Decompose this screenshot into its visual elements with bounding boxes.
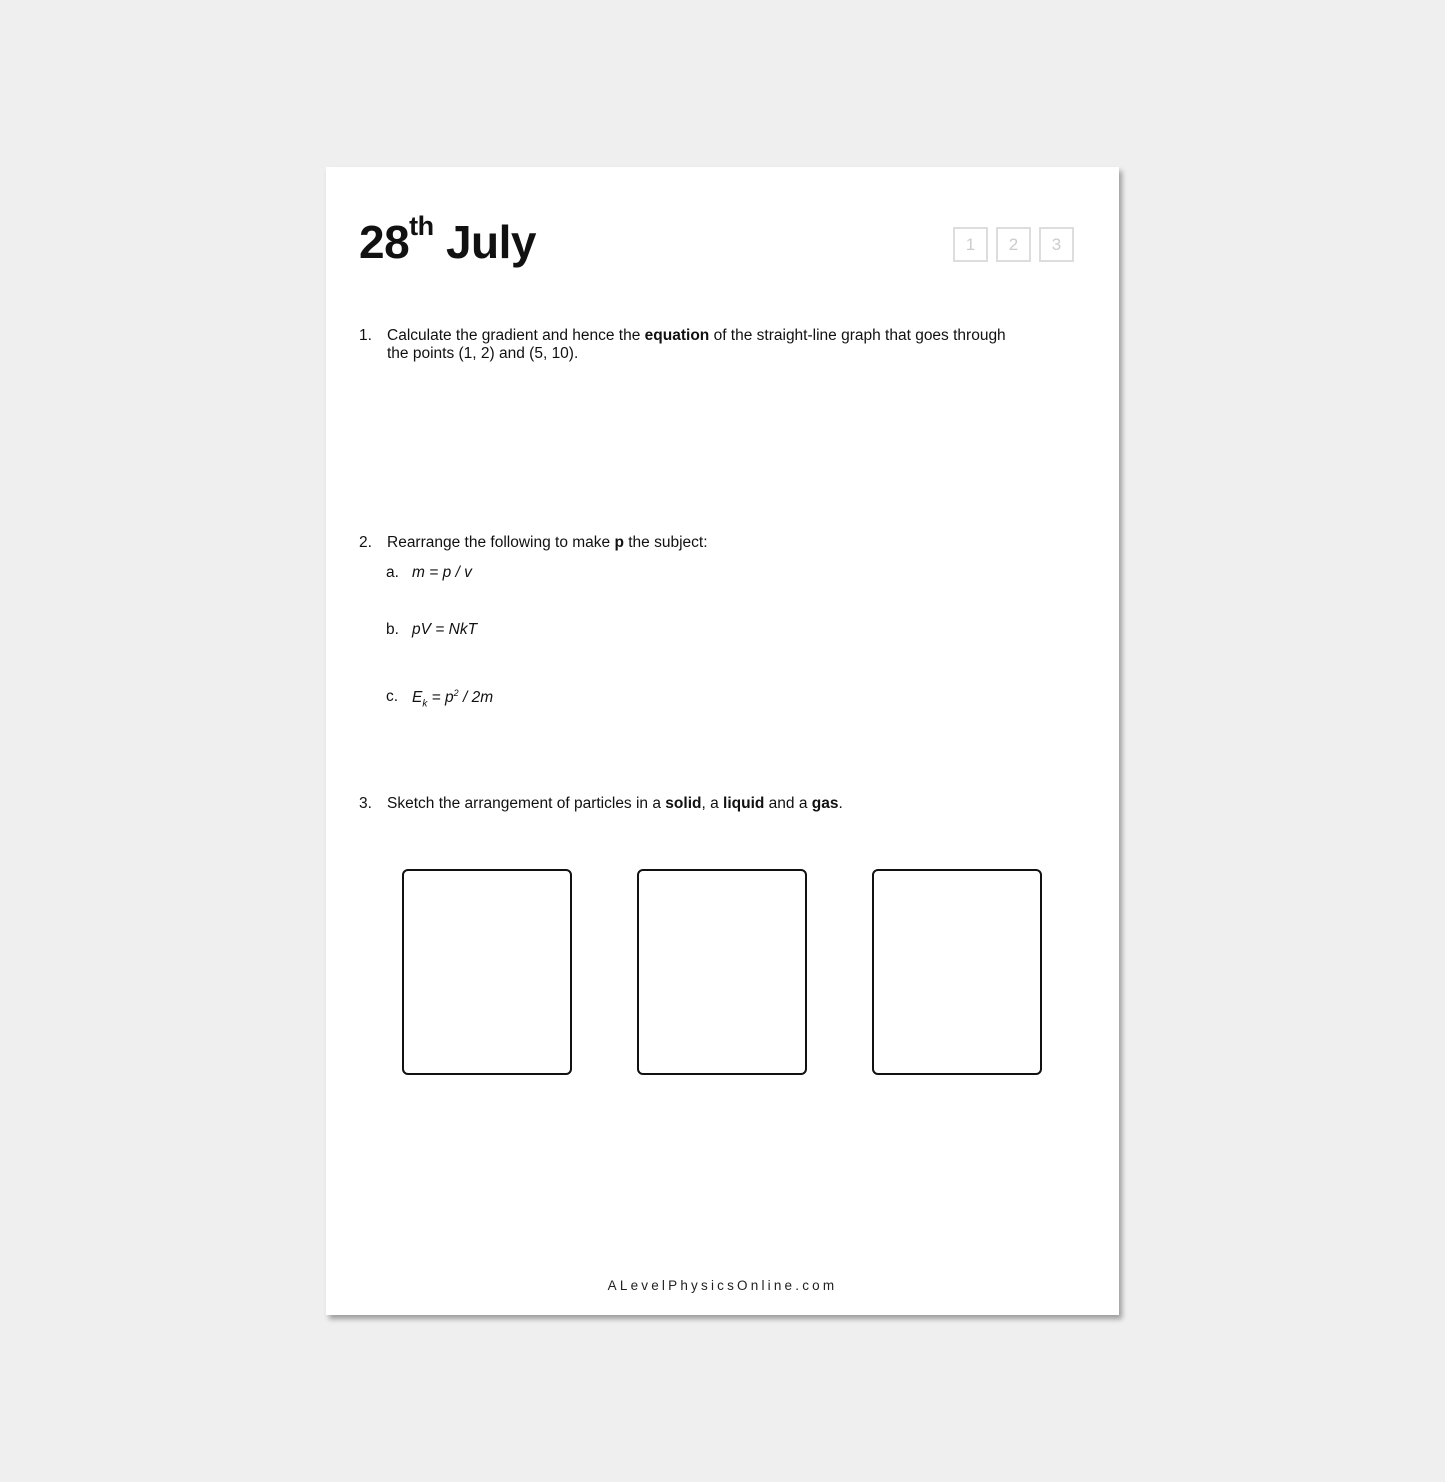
number-boxes	[953, 227, 1074, 262]
number-box-3: 3	[1039, 227, 1074, 262]
page-title: 28th July	[359, 211, 536, 268]
worksheet-page	[326, 167, 1119, 1315]
question-2b: b. pV = NkT	[386, 621, 478, 638]
question-2: 2. Rearrange the following to make p the subject:	[359, 534, 708, 551]
number-box-2: 2	[996, 227, 1031, 262]
number-box-1: 1	[953, 227, 988, 262]
sketch-box-liquid[interactable]	[637, 869, 807, 1075]
sketch-box-gas[interactable]	[872, 869, 1042, 1075]
question-3: 3. Sketch the arrangement of particles in a solid, a liquid and a gas.	[359, 795, 843, 812]
question-1: 1. Calculate the gradient and hence the equation of the straight-line graph that goes through the points (1, 2) and (5, 10).	[359, 327, 1006, 362]
question-2a: a. m = p / v	[386, 564, 472, 581]
footer-website: ALevelPhysicsOnline.com	[607, 1278, 838, 1293]
question-2c: c. $E_k = p^2 / 2m$	[386, 688, 494, 710]
sketch-box-solid[interactable]	[402, 869, 572, 1075]
